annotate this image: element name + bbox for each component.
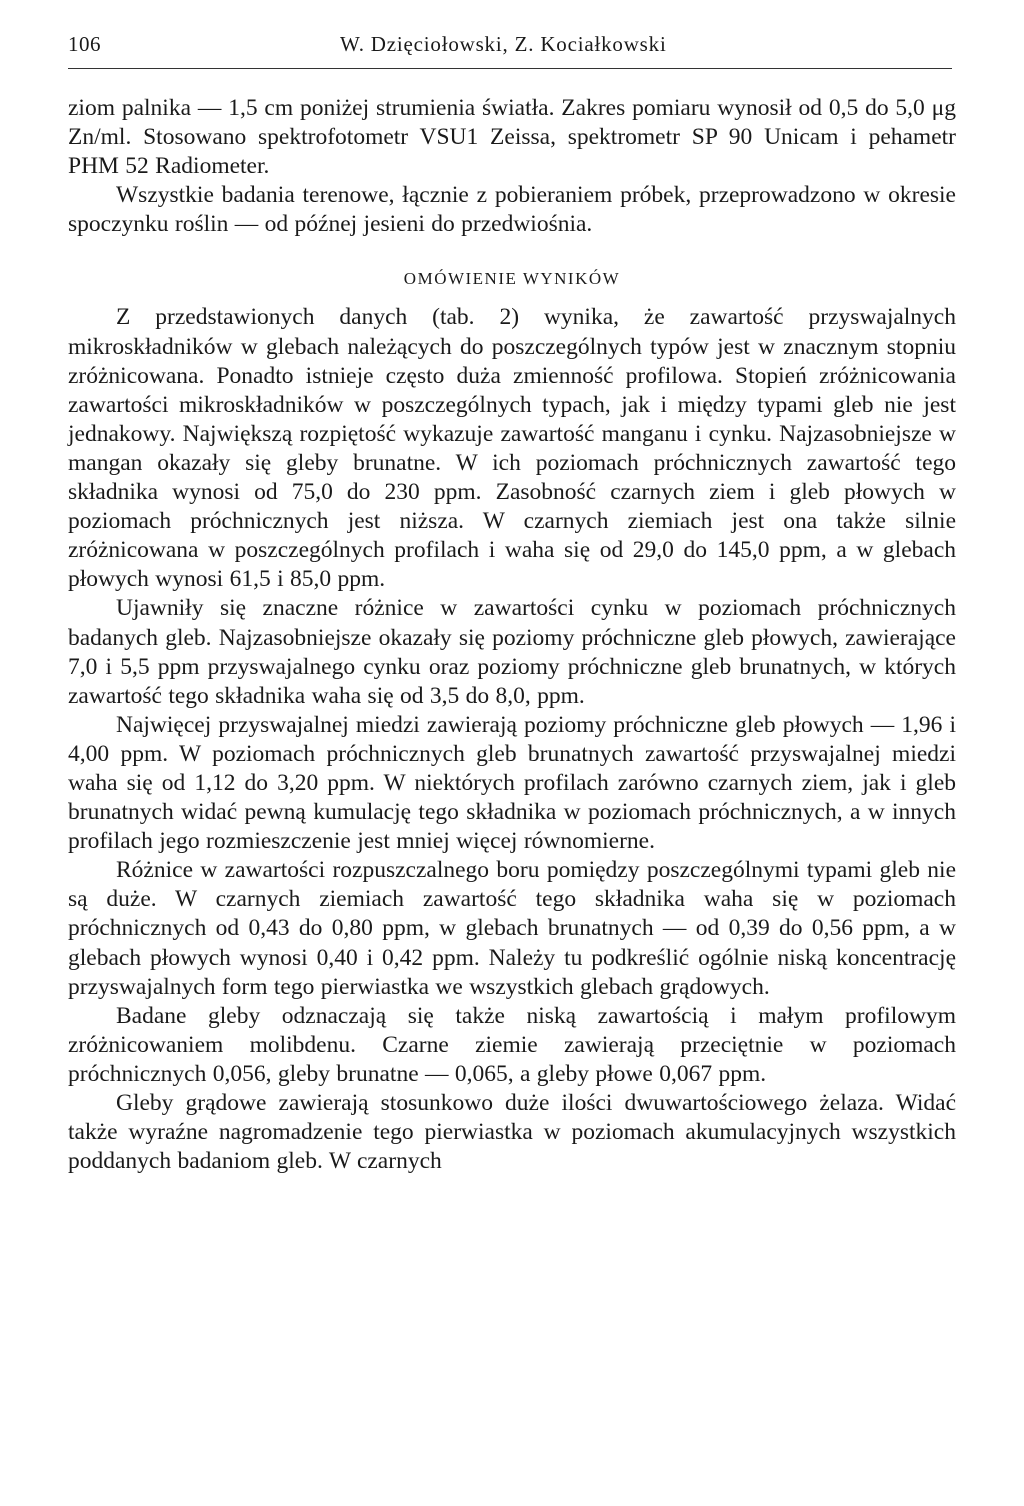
section-title: OMÓWIENIE WYNIKÓW bbox=[403, 269, 621, 289]
paragraph: Wszystkie badania terenowe, łącznie z pobieraniem próbek, przeprowadzono w okresie spoczynku roślin — od późnej jesieni do przedwiośnia. bbox=[68, 182, 956, 238]
paragraph: Ujawniły się znaczne różnice w zawartości cynku w poziomach próchnicznych badanych gleb. Najzasobniejsze okazały się poziomy próchniczne gleb płowych, zawierające 7,0 i 5,5 ppm przyswajalnego cynku oraz poziomy próchniczne gleb brunatnych, w których zawartość tego składnika waha się od 3,5 do 8,0, ppm. bbox=[68, 595, 956, 709]
paragraph: Różnice w zawartości rozpuszczalnego boru pomiędzy poszczególnymi typami gleb nie są duże. W czarnych ziemiach zawartość tego składnika waha się w poziomach próchnicznych od 0,43 do 0,80 ppm, w glebach brunatnych — od 0,39 do 0,56 ppm, a w glebach płowych wynosi 0,40 i 0,42 ppm. Należy tu podkreślić ogólnie niską koncentrację przyswajalnych form tego pierwiastka we wszystkich glebach grądowych. bbox=[68, 857, 956, 1000]
running-head-authors: W. Dzięciołowski, Z. Kociałkowski bbox=[340, 32, 667, 56]
page-number: 106 bbox=[68, 32, 101, 56]
paragraph-continues: Gleby grądowe zawierają stosunkowo duże ilości dwuwartościowego żelaza. Widać także wyraźne nagromadzenie tego pierwiastka w poziomach akumulacyjnych wszystkich poddanych badaniom gleb. W czarnych bbox=[68, 1090, 956, 1175]
running-head bbox=[68, 28, 956, 62]
body-text bbox=[68, 94, 956, 1176]
page bbox=[68, 28, 956, 1175]
paragraph: Z przedstawionych danych (tab. 2) wynika, że zawartość przyswajalnych mikroskładników w glebach należących do poszczególnych typów jest w znacznym stopniu zróżnicowana. Ponadto istnieje często duża zmienność profilowa. Stopień zróżnicowania zawartości mikroskładników w poszczególnych typach, jak i między typami gleb nie jest jednakowy. Największą rozpiętość wykazuje zawartość manganu i cynku. Najzasobniejsze w mangan okazały się gleby brunatne. W ich poziomach próchnicznych zawartość tego składnika wynosi od 75,0 do 230 ppm. Zasobność czarnych ziem i gleb płowych w poziomach próchnicznych jest niższa. W czarnych ziemiach jest ona także silnie zróżnicowana w poszczególnych profilach i waha się od 29,0 do 145,0 ppm, a w glebach płowych wynosi 61,5 i 85,0 ppm. bbox=[68, 304, 956, 593]
paragraph-continued: ziom palnika — 1,5 cm poniżej strumienia światła. Zakres pomiaru wynosił od 0,5 do 5,0 μg Zn/ml. Stosowano spektrofotometr VSU1 Zeissa, spektrometr SP 90 Unicam i pehametr PHM 52 Radiometer. bbox=[68, 95, 956, 180]
paragraph: Najwięcej przyswajalnej miedzi zawierają poziomy próchniczne gleb płowych — 1,96 i 4,00 ppm. W poziomach próchnicznych gleb brunatnych zawartość przyswajalnej miedzi waha się od 1,12 do 3,20 ppm. W niektórych profilach zarówno czarnych ziem, jak i gleb brunatnych widać pewną kumulację tego składnika w poziomach próchnicznych, a w innych profilach jego rozmieszczenie jest mniej więcej równomierne. bbox=[68, 711, 956, 855]
paragraph: Badane gleby odznaczają się także niską zawartością i małym profilowym zróżnicowaniem molibdenu. Czarne ziemie zawierają przeciętnie w poziomach próchnicznych 0,056, gleby brunatne — 0,065, a gleby płowe 0,067 ppm. bbox=[68, 1002, 956, 1087]
header-rule bbox=[68, 68, 952, 69]
